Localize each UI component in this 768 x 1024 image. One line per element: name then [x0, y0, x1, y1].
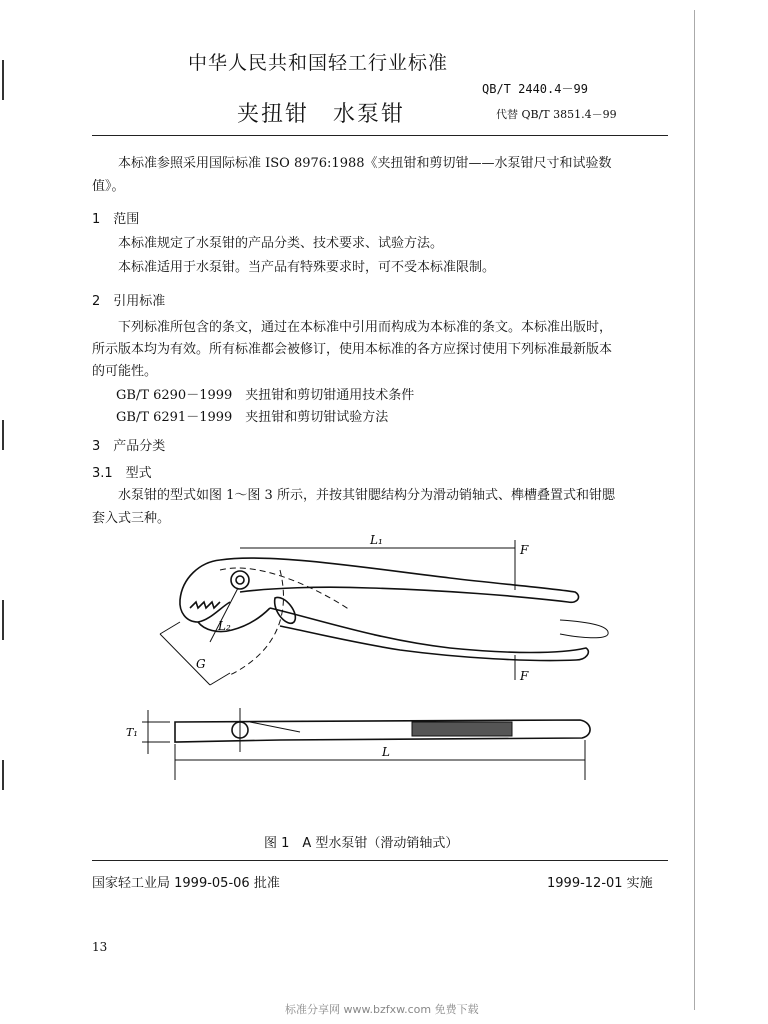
intro-line-1: 本标准参照采用国际标准 ISO 8976:1988《夹扭钳和剪切钳——水泵钳尺寸和试验数: [118, 156, 612, 171]
footer-rule: [92, 860, 668, 861]
label-F-top: F: [520, 543, 529, 557]
section-3-1-para-line-2: 套入式三种。: [92, 511, 171, 526]
left-scan-edge: [2, 760, 4, 790]
label-F-bottom: F: [520, 669, 529, 683]
section-3-1-heading: 3.1 型式: [92, 466, 152, 481]
lower-jaw: [198, 608, 270, 632]
watermark-link[interactable]: 标准分享网 www.bzfxw.com 免费下载: [285, 1003, 479, 1016]
left-scan-edge: [2, 420, 4, 450]
section-1-para-1: 本标准规定了水泵钳的产品分类、技术要求、试验方法。: [118, 236, 444, 251]
pivot-circle: [231, 571, 249, 589]
section-3-1-para-line-1: 水泵钳的型式如图 1～图 3 所示，并按其钳腮结构分为滑动销轴式、榫槽叠置式和钳腮: [118, 488, 615, 503]
section-1-heading: 1 范围: [92, 212, 140, 227]
implementation-date: 1999-12-01 实施: [547, 876, 653, 891]
standard-category: 中华人民共和国轻工行业标准: [188, 52, 449, 74]
grip-hatch: [412, 722, 512, 736]
figure-caption: 图 1 A 型水泵钳（滑动销轴式）: [264, 836, 459, 851]
pivot-inner: [236, 576, 244, 584]
swing-arc-dashed: [230, 570, 283, 675]
left-scan-edge: [2, 60, 4, 100]
section-2-para-line-3: 的可能性。: [92, 364, 158, 379]
label-T1: T₁: [126, 726, 138, 739]
approval-info: 国家轻工业局 1999-05-06 批准: [92, 876, 280, 891]
reference-1: GB/T 6290－1999 夹扭钳和剪切钳通用技术条件: [116, 388, 415, 403]
header-rule: [92, 135, 668, 136]
section-1-para-2: 本标准适用于水泵钳。当产品有特殊要求时，可不受本标准限制。: [118, 260, 496, 275]
label-L: L: [382, 745, 390, 759]
reference-2: GB/T 6291－1999 夹扭钳和剪切钳试验方法: [116, 410, 389, 425]
jaw-teeth: [190, 602, 220, 608]
water-pump-pliers-figure: [120, 530, 620, 825]
page-number: 13: [92, 940, 108, 954]
section-2-heading: 2 引用标准: [92, 294, 166, 309]
right-scan-edge: [694, 10, 695, 1010]
section-2-para-line-1: 下列标准所包含的条文，通过在本标准中引用而构成为本标准的条文。本标准出版时，: [118, 320, 613, 335]
upper-handle: [220, 558, 579, 602]
replaces-standard: 代替 QB/T 3851.4－99: [496, 108, 617, 121]
label-L1: L₁: [370, 533, 383, 547]
intro-line-2: 值》。: [92, 179, 125, 194]
handle-tip-outline: [560, 620, 608, 638]
label-G: G: [196, 657, 206, 671]
standard-number: QB/T 2440.4－99: [482, 82, 588, 96]
left-scan-edge: [2, 600, 4, 640]
section-3-heading: 3 产品分类: [92, 439, 166, 454]
label-L2: L₂: [218, 619, 231, 633]
lower-handle: [270, 608, 588, 661]
document-title: 夹扭钳 水泵钳: [237, 102, 406, 127]
section-2-para-line-2: 所示版本均为有效。所有标准都会被修订，使用本标准的各方应探讨使用下列标准最新版本: [92, 342, 613, 357]
